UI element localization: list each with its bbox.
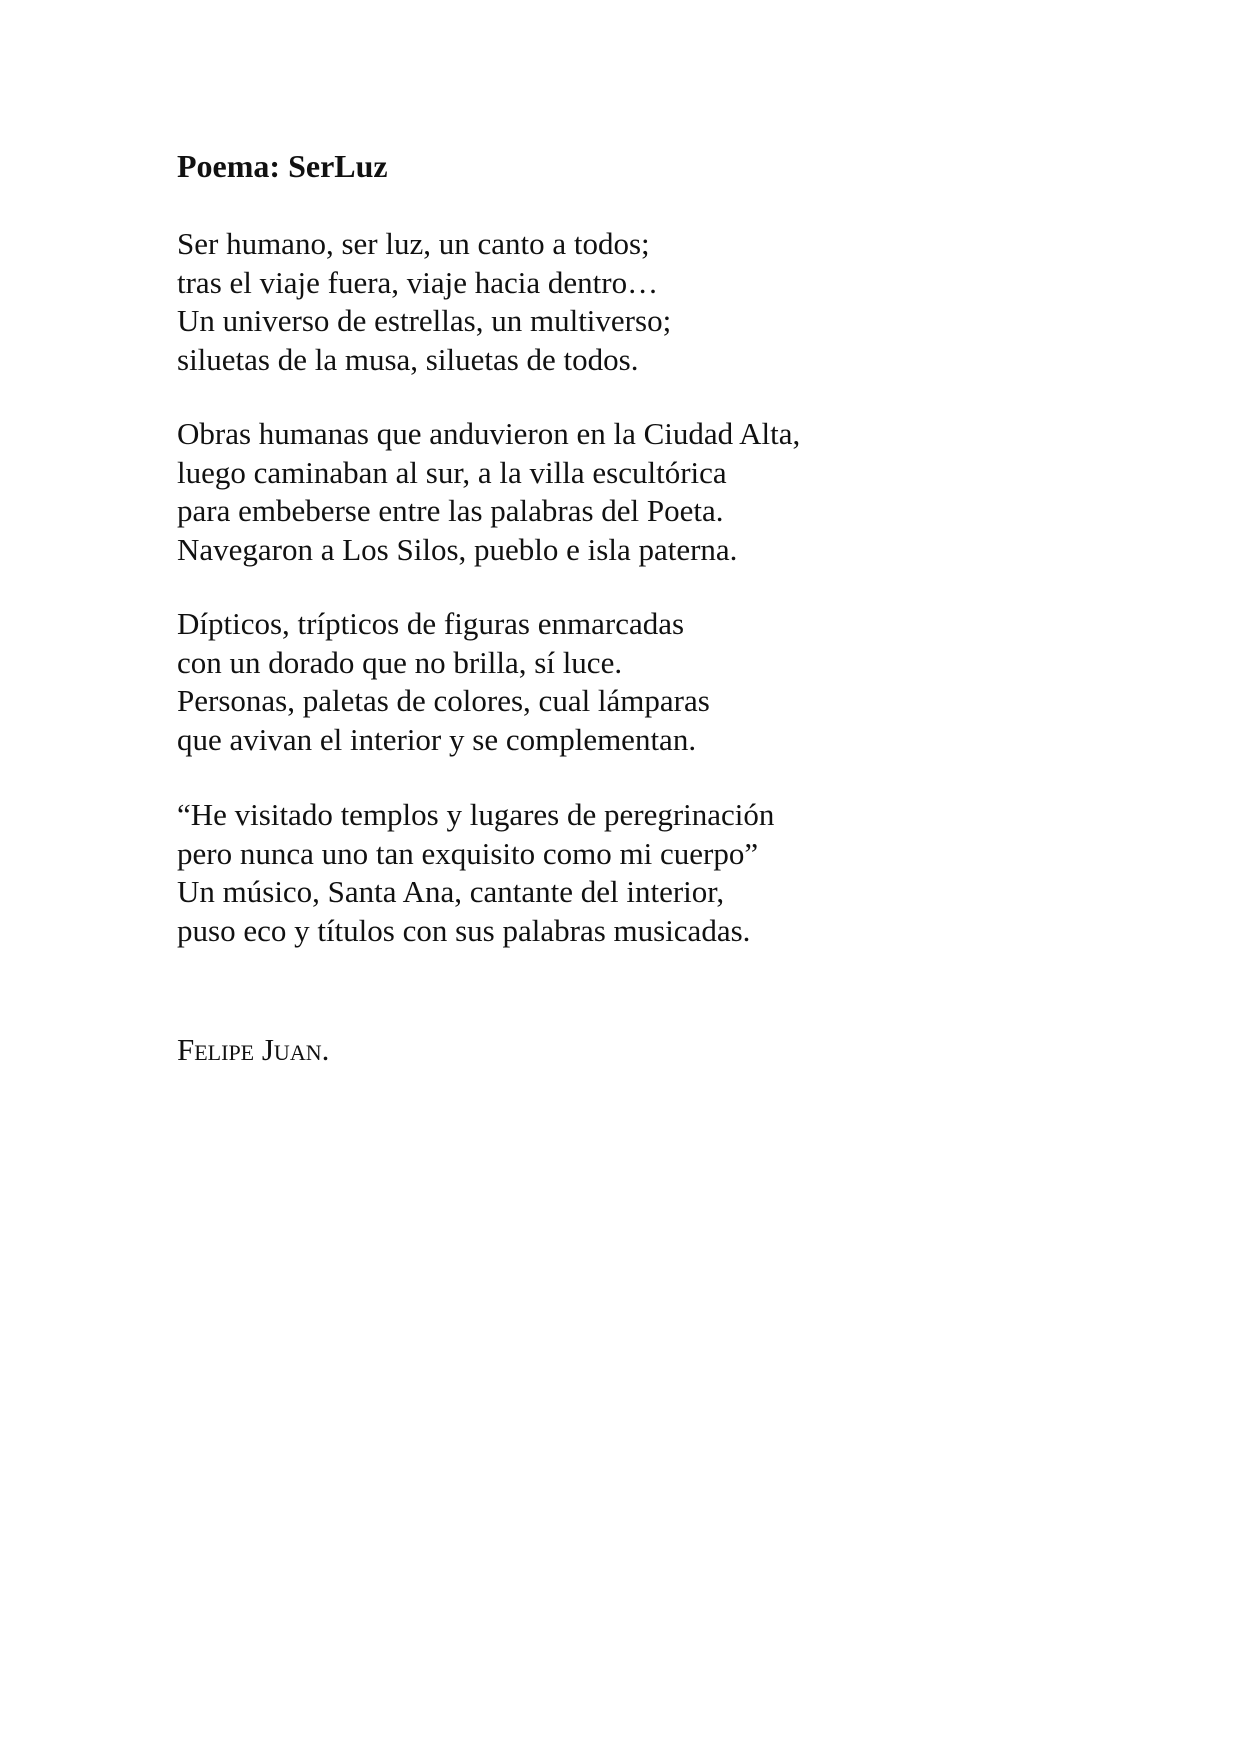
- poem-line: con un dorado que no brilla, sí luce.: [177, 644, 623, 680]
- poem-title: Poema: SerLuz: [177, 148, 388, 184]
- poem-line: que avivan el interior y se complementan.: [177, 721, 697, 757]
- poem-line: Navegaron a Los Silos, pueblo e isla paterna.: [177, 531, 738, 567]
- poem-line: puso eco y títulos con sus palabras musicadas.: [177, 912, 751, 948]
- poem-line: Ser humano, ser luz, un canto a todos;: [177, 226, 650, 261]
- poem-line: tras el viaje fuera, viaje hacia dentro…: [177, 264, 659, 300]
- poem-line: Obras humanas que anduvieron en la Ciudad Alta,: [177, 416, 801, 451]
- poem-line: Dípticos, trípticos de figuras enmarcadas: [177, 606, 685, 641]
- poem-line: siluetas de la musa, siluetas de todos.: [177, 341, 639, 377]
- stanza-2: [177, 415, 800, 569]
- stanza-4: [177, 796, 774, 950]
- poem-line: para embeberse entre las palabras del Poeta.: [177, 493, 724, 528]
- poem-line: pero nunca uno tan exquisito como mi cuerpo”: [177, 835, 759, 871]
- author-signature: Felipe Juan.: [177, 1032, 330, 1067]
- poem-line: Personas, paletas de colores, cual lámparas: [177, 683, 710, 718]
- stanza-1: [177, 225, 671, 379]
- poem-line: luego caminaban al sur, a la villa escultórica: [177, 454, 727, 490]
- poem-line: Un músico, Santa Ana, cantante del interior,: [177, 874, 725, 909]
- poem-line: Un universo de estrellas, un multiverso;: [177, 303, 672, 338]
- stanza-3: [177, 605, 710, 759]
- poem-line: “He visitado templos y lugares de peregrinación: [177, 797, 775, 832]
